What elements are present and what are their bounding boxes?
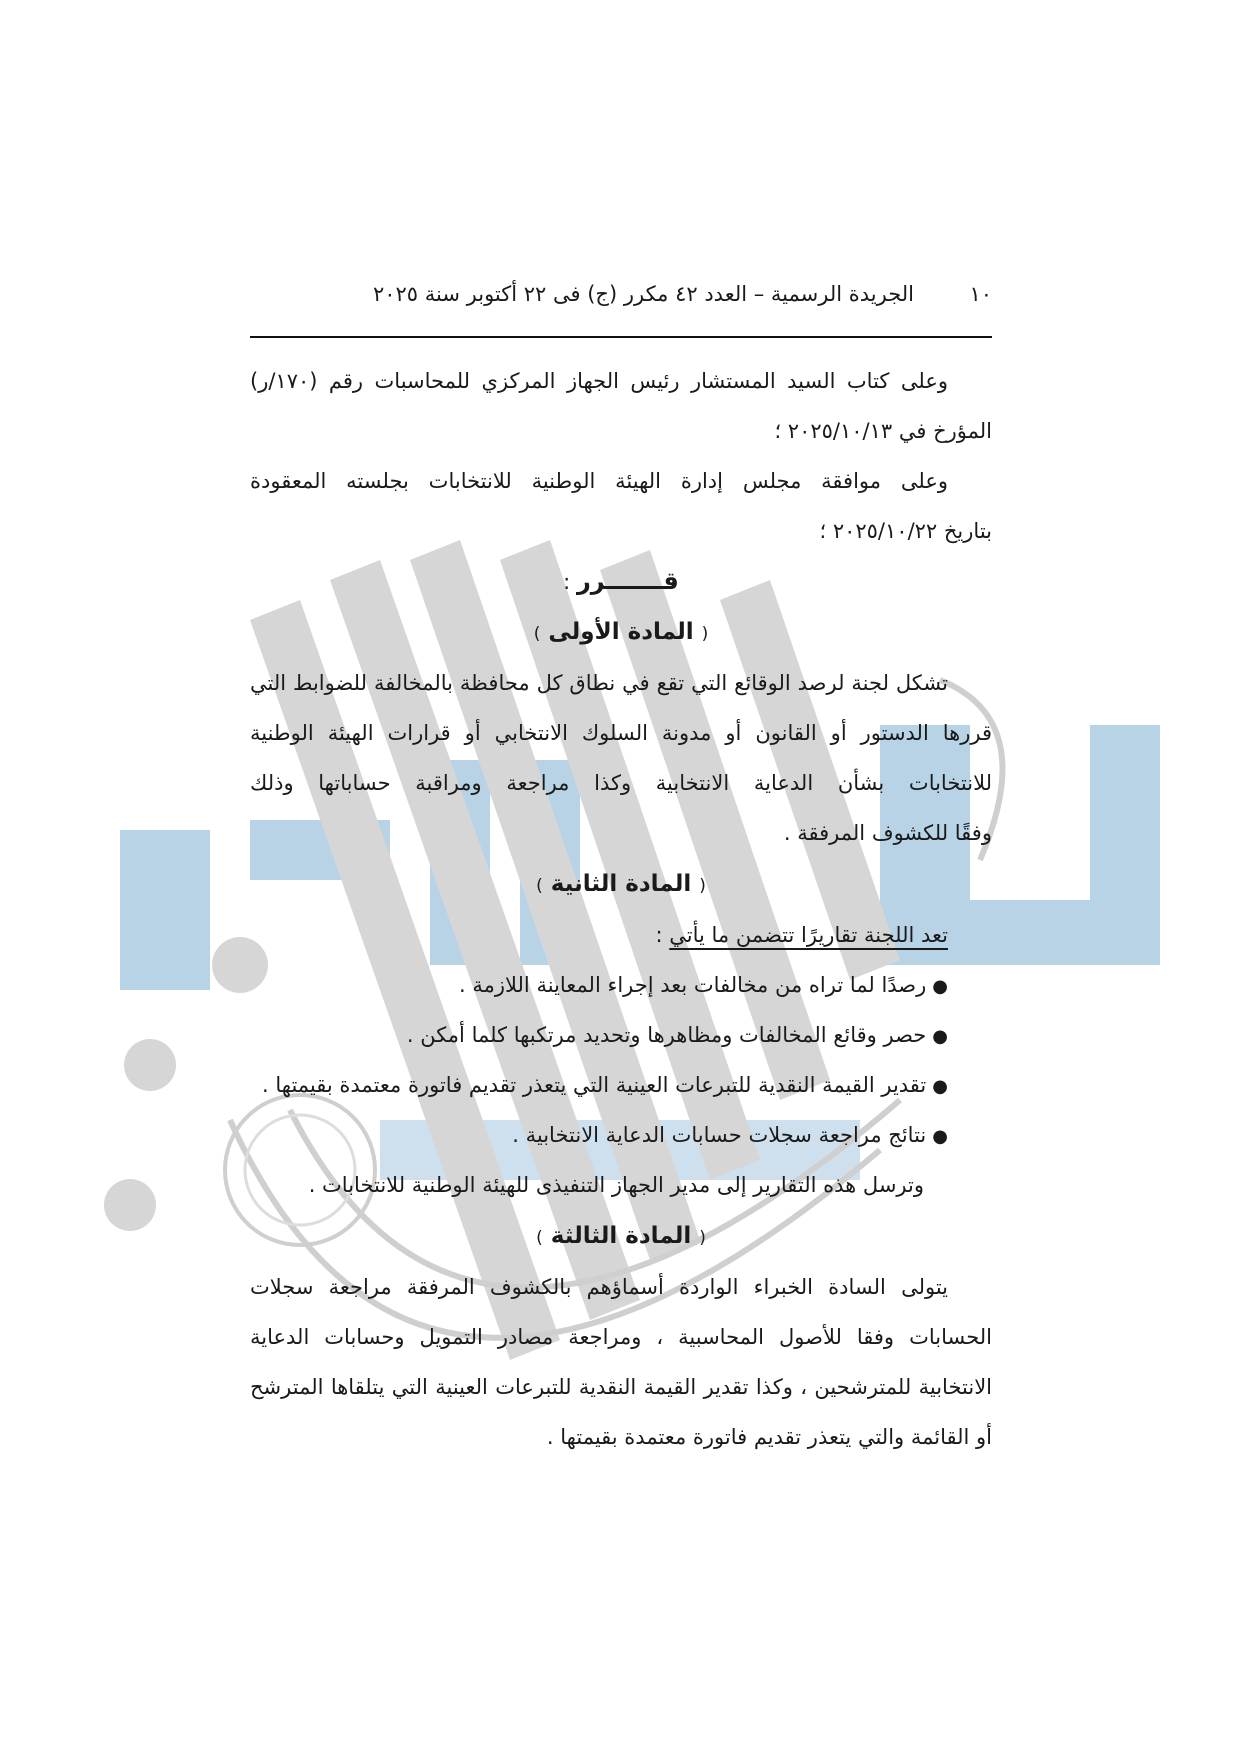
- article-2-closing: وترسل هذه التقارير إلى مدير الجهاز التنفيذى للهيئة الوطنية للانتخابات .: [308, 1173, 924, 1197]
- article-1-line: للانتخابات بشأن الدعاية الانتخابية وكذا مراجعة ومراقبة حساباتها وذلك: [250, 771, 992, 795]
- article-3-line: الانتخابية للمترشحين ، وكذا تقدير القيمة النقدية للتبرعات العينية التي يتلقاها المترشح: [250, 1375, 992, 1399]
- article-1-title-text: المادة الأولى: [548, 619, 694, 645]
- article-1-line: وفقًا للكشوف المرفقة .: [783, 821, 992, 845]
- article-2-title-text: المادة الثانية: [550, 871, 692, 897]
- bullet-text: حصر وقائع المخالفات ومظاهرها وتحديد مرتكبها كلما أمكن .: [406, 1023, 927, 1047]
- bullet-item: [250, 960, 992, 1010]
- article-2-intro: [250, 910, 992, 960]
- bullet-item: [250, 1060, 992, 1110]
- article-2-intro-colon: :: [655, 923, 663, 947]
- bullet-item: [250, 1010, 992, 1060]
- preamble-line: المؤرخ في ٢٠٢٥/١٠/١٣ ؛: [774, 419, 992, 443]
- gazette-title: الجريدة الرسمية – العدد ٤٢ مكرر (ج) فى ٢٢ أكتوبر سنة ٢٠٢٥: [372, 282, 914, 306]
- article-2-intro-text: تعد اللجنة تقاريرًا تتضمن ما يأتي: [669, 923, 948, 947]
- decision-word: قـــــــرر: [576, 567, 679, 595]
- article-3-line: يتولى السادة الخبراء الواردة أسماؤهم بالكشوف المرفقة مراجعة سجلات: [250, 1275, 948, 1299]
- preamble-line: وعلى موافقة مجلس إدارة الهيئة الوطنية للانتخابات بجلسته المعقودة: [250, 469, 948, 493]
- preamble-line: وعلى كتاب السيد المستشار رئيس الجهاز المركزي للمحاسبات رقم (١٧٠/ر): [250, 369, 948, 393]
- decision-colon: :: [563, 570, 571, 594]
- bullet-icon: ●: [932, 1076, 948, 1097]
- bullet-icon: ●: [932, 1026, 948, 1047]
- article-1-line: قررها الدستور أو القانون أو مدونة السلوك الانتخابي أو قرارات الهيئة الوطنية: [250, 721, 992, 745]
- bullet-text: رصدًا لما تراه من مخالفات بعد إجراء المعاينة اللازمة .: [459, 973, 927, 997]
- article-2-title: ( المادة الثانية ): [536, 871, 706, 897]
- page-header: [250, 282, 992, 322]
- bullet-text: تقدير القيمة النقدية للتبرعات العينية التي يتعذر تقديم فاتورة معتمدة بقيمتها .: [262, 1073, 927, 1097]
- page-number: ١٠: [969, 282, 992, 306]
- bullet-text: نتائج مراجعة سجلات حسابات الدعاية الانتخابية .: [512, 1123, 927, 1147]
- bullet-icon: ●: [932, 976, 948, 997]
- article-3-title: ( المادة الثالثة ): [536, 1223, 706, 1249]
- preamble-line: بتاريخ ٢٠٢٥/١٠/٢٢ ؛: [819, 519, 992, 543]
- document-body: [250, 356, 992, 1462]
- header-divider: [250, 336, 992, 338]
- article-1-title: ( المادة الأولى ): [533, 619, 709, 645]
- article-3-line: أو القائمة والتي يتعذر تقديم فاتورة معتمدة بقيمتها .: [546, 1425, 992, 1449]
- article-1-line: تشكل لجنة لرصد الوقائع التي تقع في نطاق كل محافظة بالمخالفة للضوابط التي: [250, 671, 948, 695]
- article-3-title-text: المادة الثالثة: [550, 1223, 692, 1249]
- article-3-line: الحسابات وفقا للأصول المحاسبية ، ومراجعة مصادر التمويل وحسابات الدعاية: [250, 1325, 992, 1349]
- bullet-icon: ●: [932, 1126, 948, 1147]
- bullet-item: [250, 1110, 992, 1160]
- decision-heading: [250, 556, 992, 606]
